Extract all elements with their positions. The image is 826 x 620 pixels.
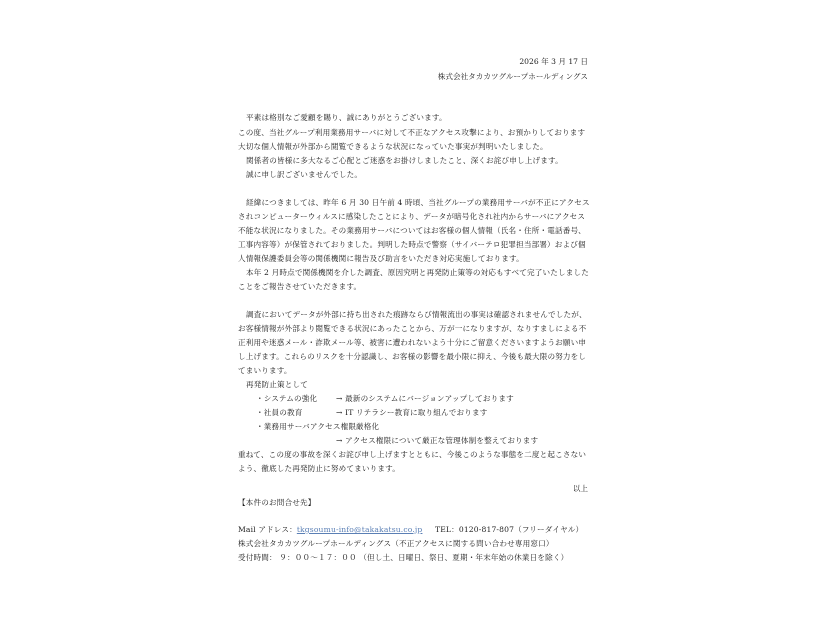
body-line: この度、当社グループ利用業務用サーバに対して不正なアクセス攻撃により、お預かりしております [238,128,586,137]
body-line: 経緯につきましては、昨年 6 月 30 日午前 4 時頃、当社グループの業務用サーバが不正にアクセス [246,198,590,207]
body-line: 平素は格別なご愛顧を賜り、誠にありがとうございます。 [246,113,447,122]
body-line: 人情報保護委員会等の関係機関に報告及び助言をいただき対応実施しております。 [238,254,524,263]
body-line: 本年 2 月時点で関係機関を介した調査、原因究明と再発防止策等の対応もすべて完了いたしました [246,268,589,277]
contact-company: 株式会社タカカツグループホールディングス（不正アクセスに関する問い合わせ専用窓口） [238,539,554,548]
body-line: 誠に申し訳ございませんでした。 [246,170,363,179]
mail-link[interactable]: tkgsoumu-info@takakatsu.co.jp [296,525,423,534]
contact-heading: 【本件のお問合せ先】 [238,498,316,507]
closing-line: 重ねて、この度の事故を深くお詫び申し上げますとともに、今後このような事態を二度と起こさない [238,450,587,459]
body-line: 不能な状況になりました。その業務用サーバについてはお客様の個人情報（氏名・住所・電話番号、 [238,226,586,235]
measure-item-action: → IT リテラシー教育に取り組んでおります [336,408,488,417]
issuer-company: 株式会社タカカツグループホールディングス [437,72,588,81]
body-line: 関係者の皆様に多大なるご心配とご迷惑をお掛けしましたこと、深くお詫び申し上げます。 [246,156,563,165]
contact-mail-row [238,525,422,535]
measures-title: 再発防止策として [246,380,308,389]
body-line: てまいります。 [238,366,292,375]
mail-label: Mail アドレス： [238,525,297,534]
measure-item-label: ・システムの強化 [256,394,318,403]
measure-item-label: ・業務用サーバアクセス権限厳格化 [256,422,380,431]
measure-item-action: → アクセス権限について厳正な管理体制を整えております [336,436,539,445]
body-line: 調査においてデータが外部に持ち出された痕跡ならび情報流出の事実は確認されませんでしたが、 [246,310,587,319]
end-mark: 以上 [572,484,588,493]
body-line: 工事内容等）が保管されておりました。判明した時点で警察（サイバーテロ犯罪担当部署）および個 [238,240,586,249]
body-line: されコンピューターウィルスに感染したことにより、データが暗号化され社内からサーバにアクセス [238,212,586,221]
body-line: 正利用や迷惑メール・詐欺メール等、被害に遭われないよう十分にご留意くださいますようお願い申 [238,338,587,347]
measure-item-action: → 最新のシステムにバージョンアップしております [336,394,514,403]
body-line: 大切な個人情報が外部から閲覧できるような状況になっていた事実が判明いたしました。 [238,142,548,151]
contact-hours: 受付時間： ９：００～１７：００ （但し土、日曜日、祭日、夏期・年末年始の休業日を除く） [238,553,569,562]
body-line: し上げます。これらのリスクを十分認識し、お客様の影響を最小限に抑え、今後も最大限の努力をし [238,352,587,361]
document-date: 2026 年 3 月 17 日 [519,57,588,66]
contact-tel: TEL：0120-817-807（フリーダイヤル） [435,525,584,534]
closing-line: よう、徹底した再発防止に努めてまいります。 [238,464,401,473]
body-line: ことをご報告させていただきます。 [238,282,362,291]
measure-item-label: ・社員の教育 [256,408,303,417]
body-line: お客様情報が外部より閲覧できる状況にあったことから、万が一になりますが、なりすましによる不 [238,324,587,333]
